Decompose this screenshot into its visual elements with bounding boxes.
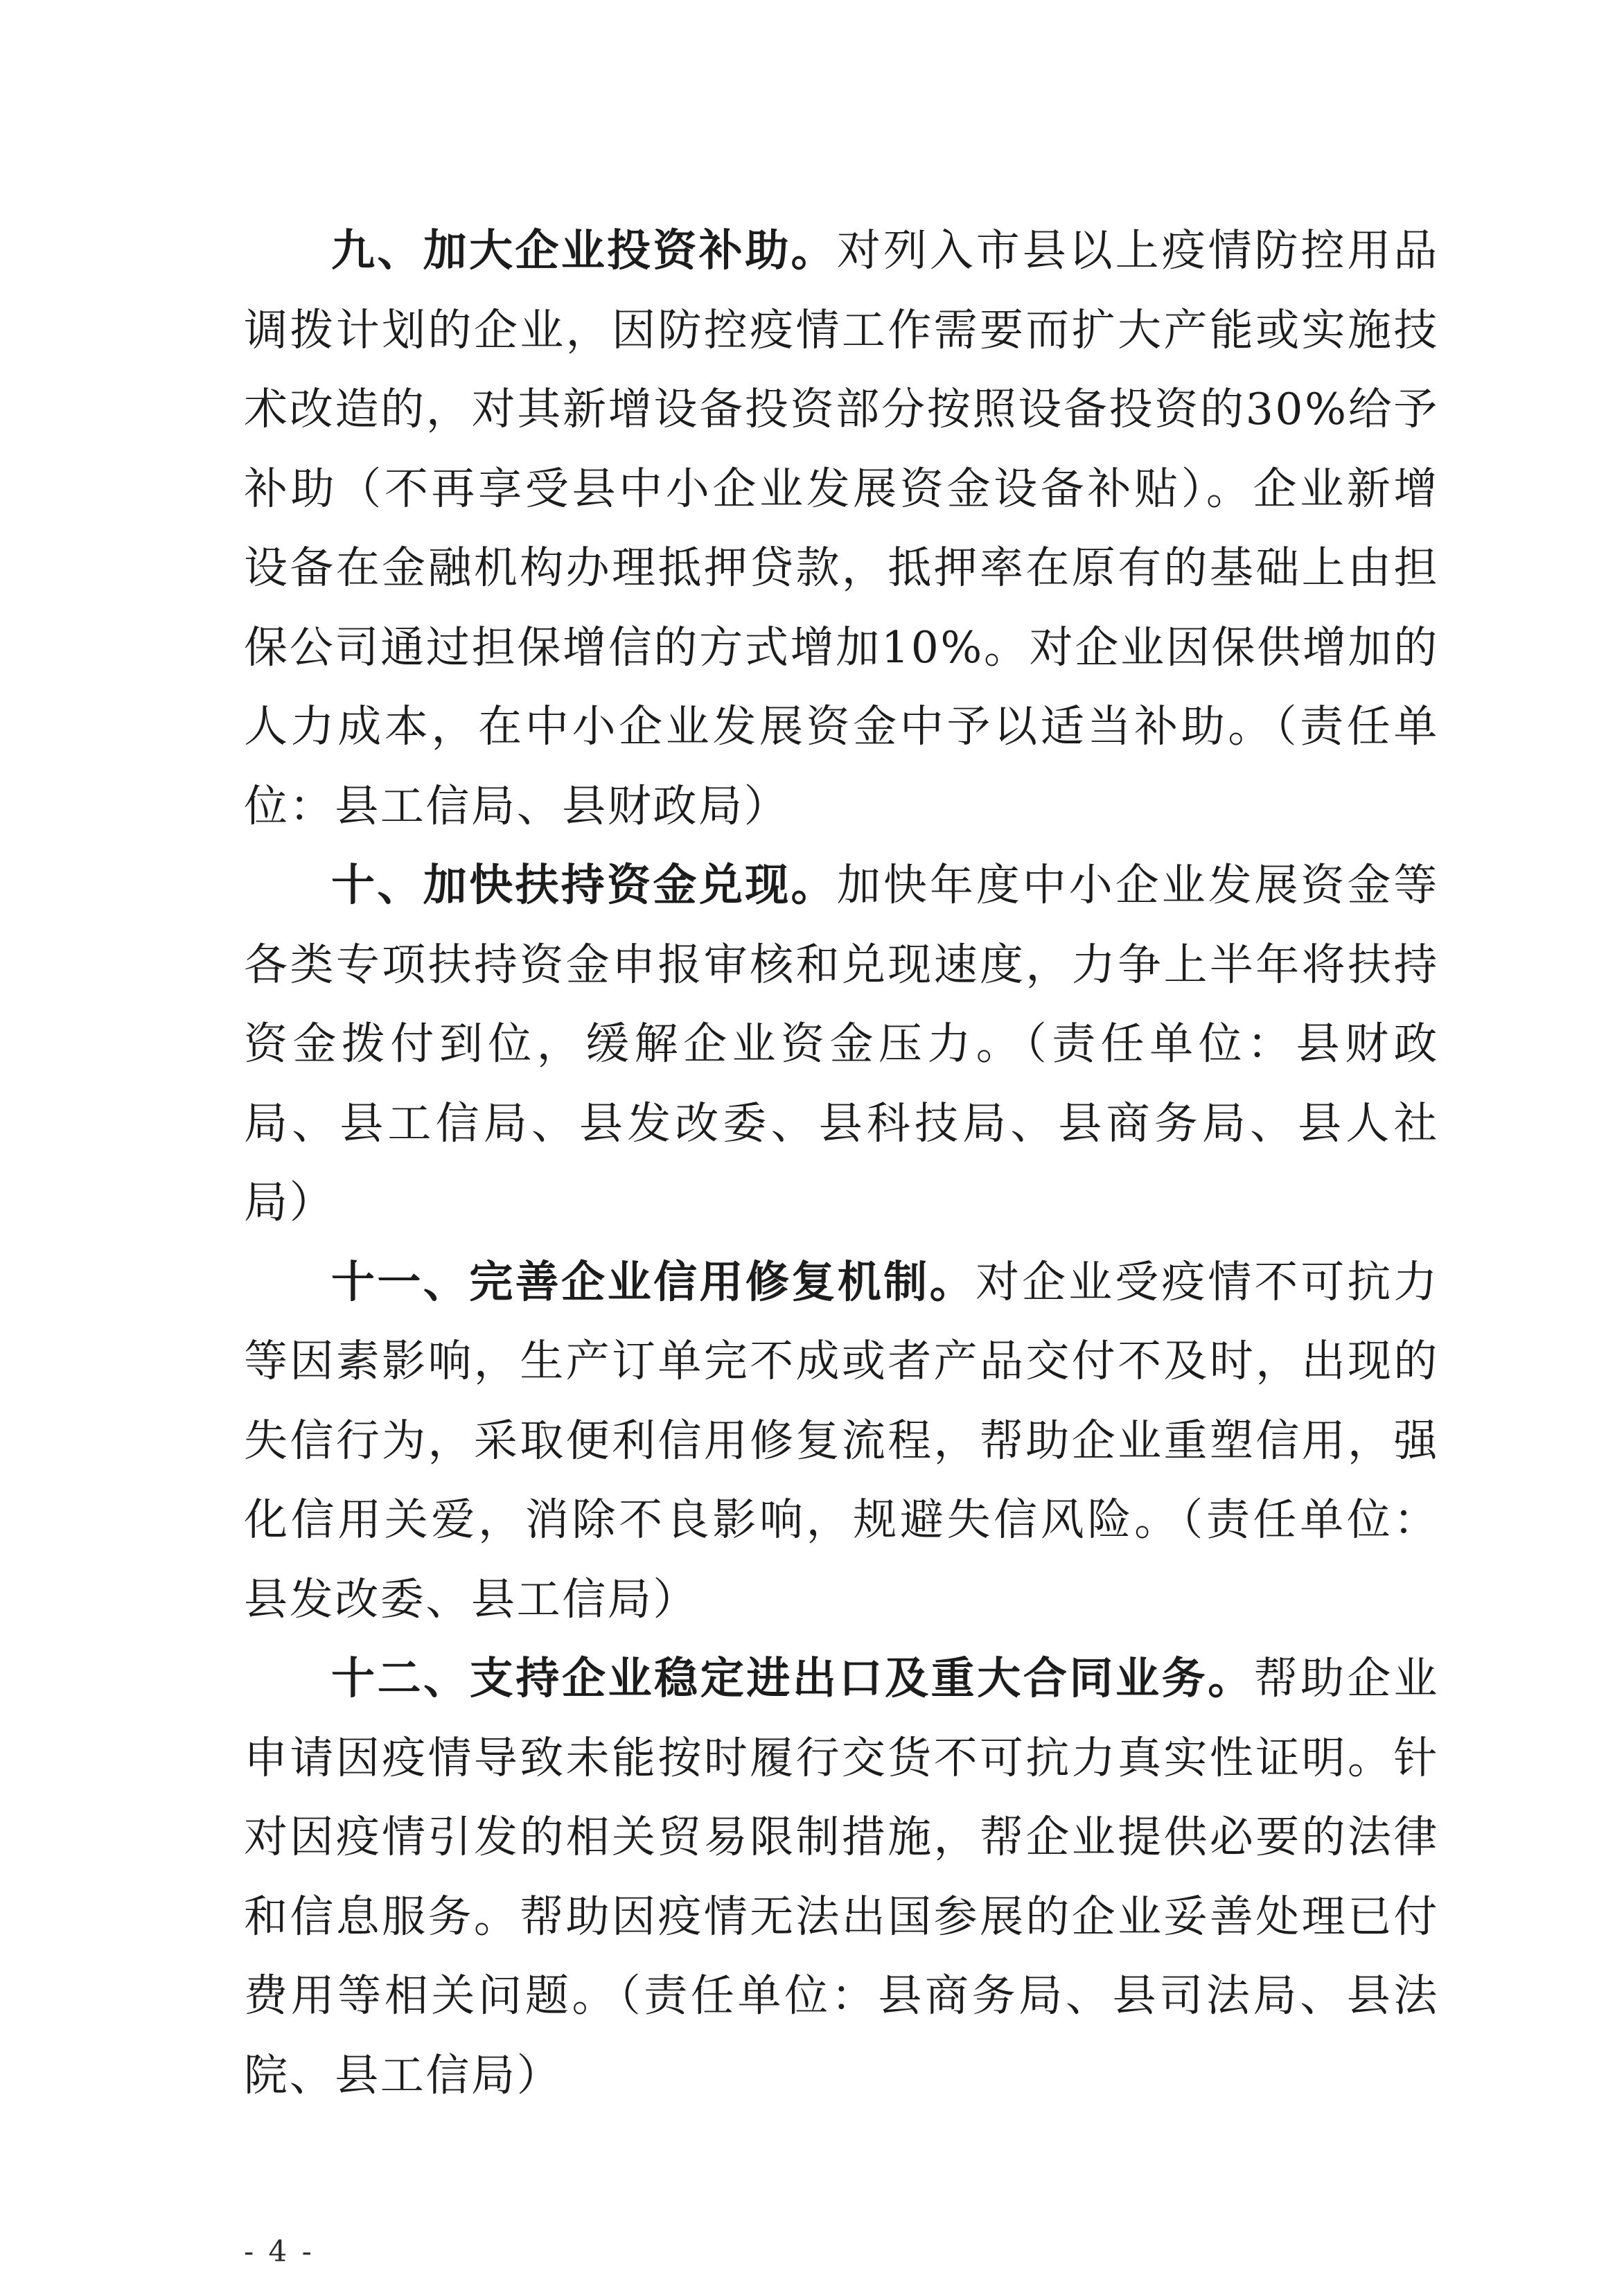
section-12-heading: 十二、支持企业稳定进出口及重大合同业务。 [331,1653,1254,1704]
section-11 [244,1243,1439,1640]
document-body [244,211,1439,2115]
section-9 [244,211,1439,846]
section-9-heading: 九、加大企业投资补助。 [331,225,837,276]
section-10-body: 加快年度中小企业发展资金等各类专项扶持资金申报审核和兑现速度，力争上半年将扶持资金拨付到位，缓解企业资金压力。（责任单位：县财政局、县工信局、县发改委、县科技局、县商务局、县人社局） [244,860,1439,1228]
section-9-body: 对列入市县以上疫情防控用品调拨计划的企业，因防控疫情工作需要而扩大产能或实施技术改造的，对其新增设备投资部分按照设备投资的30%给予补助（不再享受县中小企业发展资金设备补贴）。企业新增设备在金融机构办理抵押贷款，抵押率在原有的基础上由担保公司通过担保增信的方式增加10%。对企业因保供增加的人力成本，在中小企业发展资金中予以适当补助。（责任单位：县工信局、县财政局） [244,225,1439,831]
section-12-body: 帮助企业申请因疫情导致未能按时履行交货不可抗力真实性证明。针对因疫情引发的相关贸易限制措施，帮企业提供必要的法律和信息服务。帮助因疫情无法出国参展的企业妥善处理已付费用等相关问题。（责任单位：县商务局、县司法局、县法院、县工信局） [244,1653,1440,2101]
section-10 [244,846,1439,1243]
section-12 [244,1639,1439,2115]
section-11-body: 对企业受疫情不可抗力等因素影响，生产订单完不成或者产品交付不及时，出现的失信行为，采取便利信用修复流程，帮助企业重塑信用，强化信用关爱，消除不良影响，规避失信风险。（责任单位：县发改委、县工信局） [244,1256,1440,1625]
section-10-heading: 十、加快扶持资金兑现。 [331,860,837,910]
section-11-heading: 十一、完善企业信用修复机制。 [331,1256,976,1307]
page-number: - 4 - [244,2234,315,2268]
